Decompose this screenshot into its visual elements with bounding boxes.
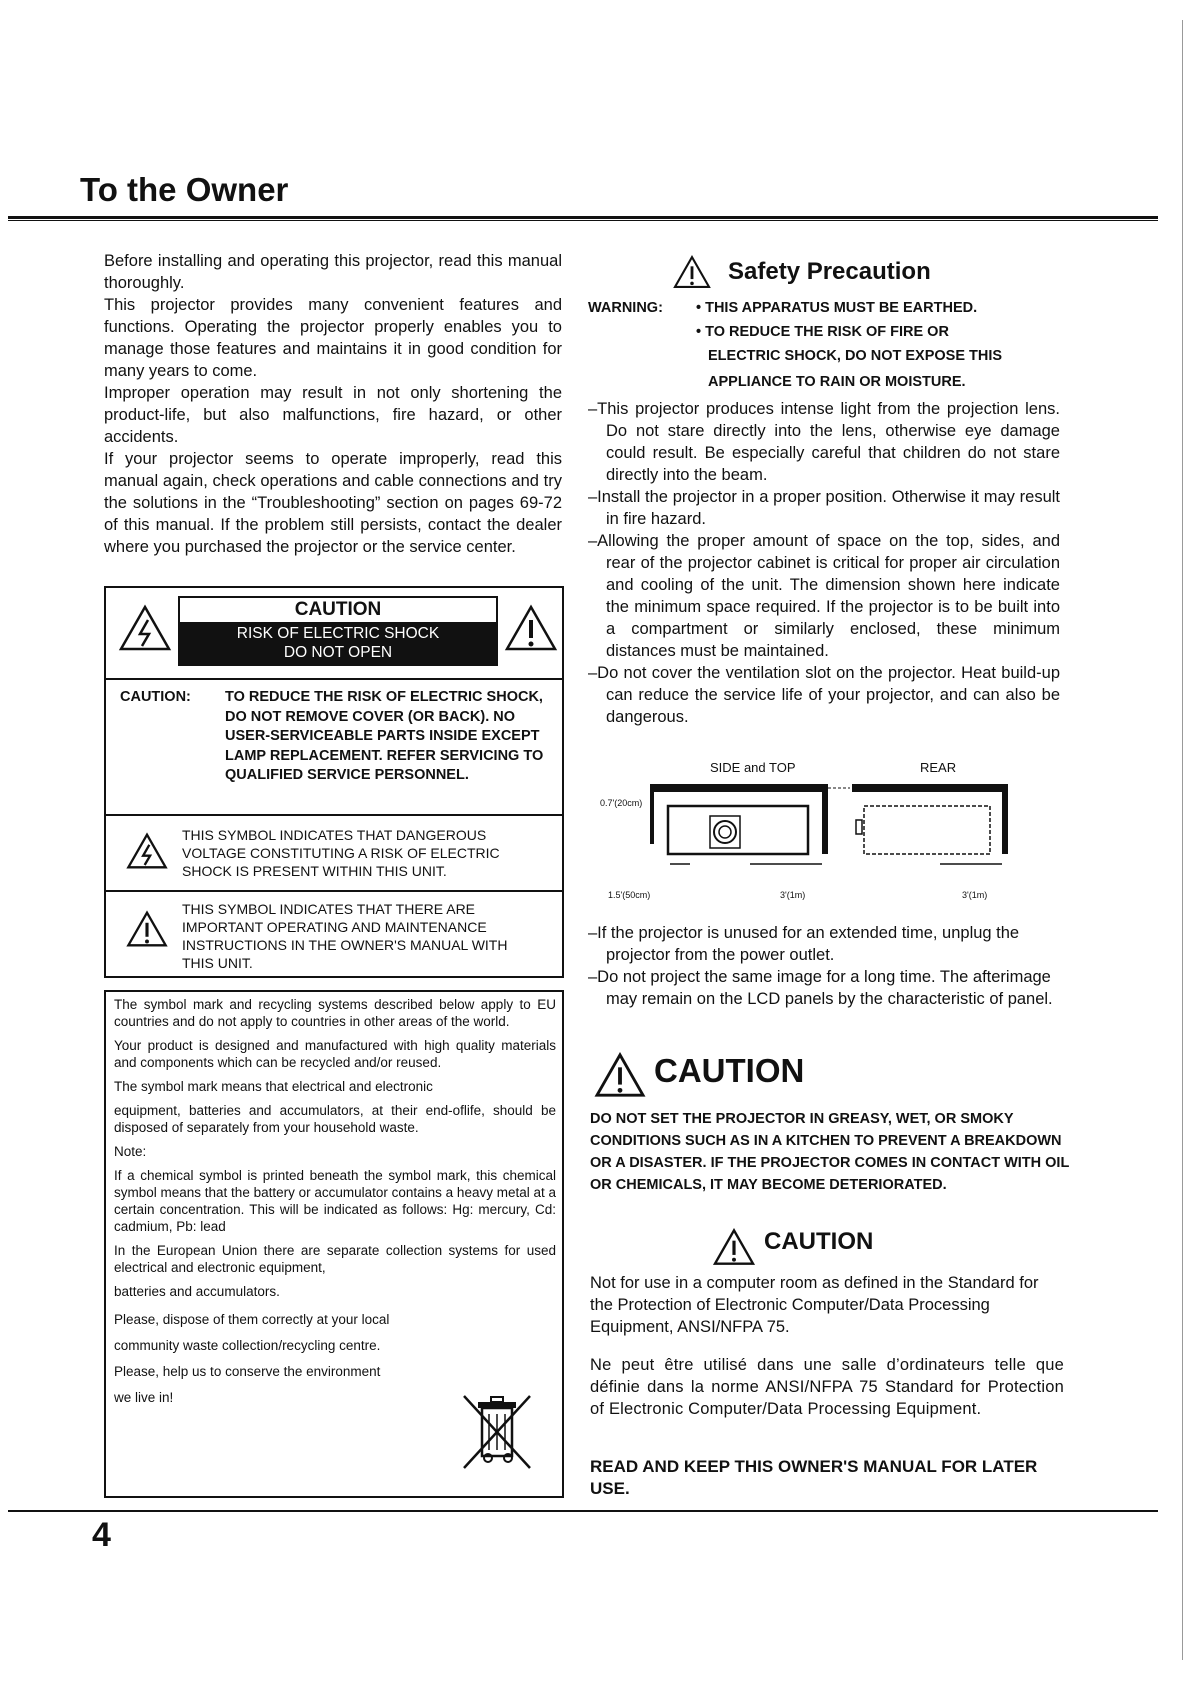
caution-text-section — [106, 680, 562, 816]
intro-paragraph: If your projector seems to operate improperly, read this manual again, check operations and cable connections and try the solutions in the “Troubleshooting” section on pages 69-72 of this manual. If the problem still persists, contact the dealer where you purchased the projector or the service center. — [104, 450, 562, 556]
symbol-section-voltage — [106, 816, 562, 892]
page-title: To the Owner — [80, 171, 289, 208]
eu-line: community waste collection/recycling centre. — [114, 1338, 381, 1353]
caution-banner — [178, 596, 498, 666]
safety-item: –If the projector is unused for an extended time, unplug the projector from the power outlet. — [588, 924, 1020, 964]
safety-item: –This projector produces intense light from the projection lens. Do not stare directly into the lens, otherwise eye damage could result. Be especially careful that children do not stare directly into the beam. — [588, 400, 1060, 484]
page-edge-line — [1182, 20, 1183, 1660]
warning-triangle-icon — [504, 604, 558, 652]
safety-items — [588, 398, 1060, 728]
title-rule — [8, 216, 1158, 219]
safety-item: –Allowing the proper amount of space on the top, sides, and rear of the projector cabinet is critical for proper air circulation and cooling of the unit. The dimension shown here indicate the minimum space required. If the projector is to be built into a compartment or similarly enclosed, these minimum distances must be maintained. — [588, 532, 1060, 660]
diagram-dim-rear: 3'(1m) — [962, 890, 988, 900]
eu-recycling-box — [104, 990, 564, 1498]
title-rule-thin — [8, 220, 1158, 221]
caution-english-paragraph: Not for use in a computer room as defined in the Standard for the Protection of Electronic Computer/Data Processing Equipment, ANSI/NFPA 75. — [590, 1274, 1039, 1336]
clearance-drawing — [650, 784, 1020, 884]
caution-large-text: DO NOT SET THE PROJECTOR IN GREASY, WET, OR SMOKY CONDITIONS SUCH AS IN A KITCHEN TO PREVENT A BREAKDOWN OR A DISASTER. IF THE PROJECTOR COMES IN CONTACT WITH OIL OR CHEMICALS, IT MAY BECOME DETERIORATED. — [590, 1111, 1070, 1193]
eu-paragraph: In the European Union there are separate collection systems for used electrical and electronic equipment, — [114, 1243, 556, 1275]
safety-item: –Do not project the same image for a long time. The afterimage may remain on the LCD panels by the characteristic of panel. — [588, 968, 1053, 1008]
diagram-label-side: SIDE and TOP — [710, 760, 796, 775]
eu-paragraph: The symbol mark and recycling systems described below apply to EU countries and do not apply to countries in other areas of the world. — [114, 997, 556, 1029]
intro-paragraph: Before installing and operating this projector, read this manual thoroughly. — [104, 252, 562, 292]
symbol-instructions-text: THIS SYMBOL INDICATES THAT THERE ARE IMPORTANT OPERATING AND MAINTENANCE INSTRUCTIONS IN THE OWNER'S MANUAL WITH THIS UNIT. — [182, 901, 508, 971]
eu-paragraph: equipment, batteries and accumulators, at their end-oflife, should be disposed of separately from your household waste. — [114, 1103, 556, 1135]
safety-item: –Do not cover the ventilation slot on the projector. Heat build-up can reduce the service life of your projector, and can also be dangerous. — [588, 664, 1060, 726]
eu-line: Please, help us to conserve the environment — [114, 1364, 381, 1379]
clearance-diagram — [590, 758, 1020, 908]
warning-line: ELECTRIC SHOCK, DO NOT EXPOSE THIS — [708, 348, 1003, 364]
caution-label: CAUTION: — [120, 689, 191, 705]
intro-text — [104, 250, 562, 558]
warning-triangle-icon — [672, 255, 712, 289]
caution-text: TO REDUCE THE RISK OF ELECTRIC SHOCK, DO NOT REMOVE COVER (OR BACK). NO USER-SERVICEABLE PARTS INSIDE EXCEPT LAMP REPLACEMENT. REFER SERVICING TO QUALIFIED SERVICE PERSONNEL. — [225, 689, 544, 783]
diagram-label-rear: REAR — [920, 760, 957, 775]
warning-triangle-icon — [594, 1052, 646, 1098]
eu-line: Please, dispose of them correctly at your local — [114, 1312, 390, 1327]
crossed-bin-icon — [458, 1392, 536, 1472]
safety-heading: Safety Precaution — [728, 258, 931, 285]
caution-banner-section — [106, 588, 562, 680]
diagram-dim-left: 1.5'(50cm) — [608, 890, 651, 900]
caution-banner-title: CAUTION — [294, 599, 382, 620]
caution-heading-small: CAUTION — [764, 1228, 874, 1255]
safety-items-2 — [588, 922, 1060, 1010]
caution-banner-line: DO NOT OPEN — [283, 644, 393, 661]
lightning-triangle-icon — [126, 832, 168, 870]
eu-note-label: Note: — [114, 1144, 147, 1159]
page-number: 4 — [92, 1516, 111, 1554]
intro-paragraph: This projector provides many convenient features and functions. Operating the projector properly enables you to manage those features and maintains it in good condition for many years to come. — [104, 296, 562, 380]
caution-english-text — [590, 1272, 1064, 1338]
eu-paragraph: The symbol mark means that electrical and electronic — [114, 1079, 433, 1094]
safety-item: –Install the projector in a proper position. Otherwise it may result in fire hazard. — [588, 488, 1060, 528]
warning-triangle-icon — [712, 1228, 756, 1266]
eu-paragraph: If a chemical symbol is printed beneath the symbol mark, this chemical symbol means that the battery or accumulator contains a heavy metal at a certain concentration. This will be indicated as follows: Hg: mercury, Cd: cadmium, Pb: lead — [114, 1168, 556, 1234]
warning-label: WARNING: — [588, 300, 663, 316]
symbol-section-instructions — [106, 892, 562, 978]
warning-line: • THIS APPARATUS MUST BE EARTHED. — [696, 300, 978, 316]
diagram-dim-front: 3'(1m) — [780, 890, 806, 900]
warning-line: APPLIANCE TO RAIN OR MOISTURE. — [708, 374, 966, 390]
bottom-rule — [8, 1510, 1158, 1512]
lightning-triangle-icon — [118, 604, 172, 652]
diagram-dim-top: 0.7'(20cm) — [600, 798, 643, 808]
warning-triangle-icon — [126, 910, 168, 948]
eu-paragraph: batteries and accumulators. — [114, 1284, 280, 1299]
symbol-voltage-text: THIS SYMBOL INDICATES THAT DANGEROUS VOLTAGE CONSTITUTING A RISK OF ELECTRIC SHOCK IS PRESENT WITHIN THIS UNIT. — [182, 827, 500, 879]
keep-manual-note: READ AND KEEP THIS OWNER'S MANUAL FOR LATER USE. — [590, 1457, 1038, 1498]
eu-paragraph: Your product is designed and manufactured with high quality materials and components which can be recycled and/or reused. — [114, 1038, 556, 1070]
caution-heading-large: CAUTION — [654, 1052, 805, 1089]
caution-french-text: Ne peut être utilisé dans une salle d’ordinateurs telle que définie dans la norme ANSI/NFPA 75 Standard for Protection of Electronic Computer/Data Processing Equipment. — [590, 1356, 1064, 1418]
caution-banner-line: RISK OF ELECTRIC SHOCK — [236, 625, 440, 642]
warning-line: • TO REDUCE THE RISK OF FIRE OR — [696, 324, 949, 340]
intro-paragraph: Improper operation may result in not only shortening the product-life, but also malfunctions, fire hazard, or other accidents. — [104, 384, 562, 446]
eu-line: we live in! — [114, 1390, 174, 1405]
caution-box — [104, 586, 564, 978]
